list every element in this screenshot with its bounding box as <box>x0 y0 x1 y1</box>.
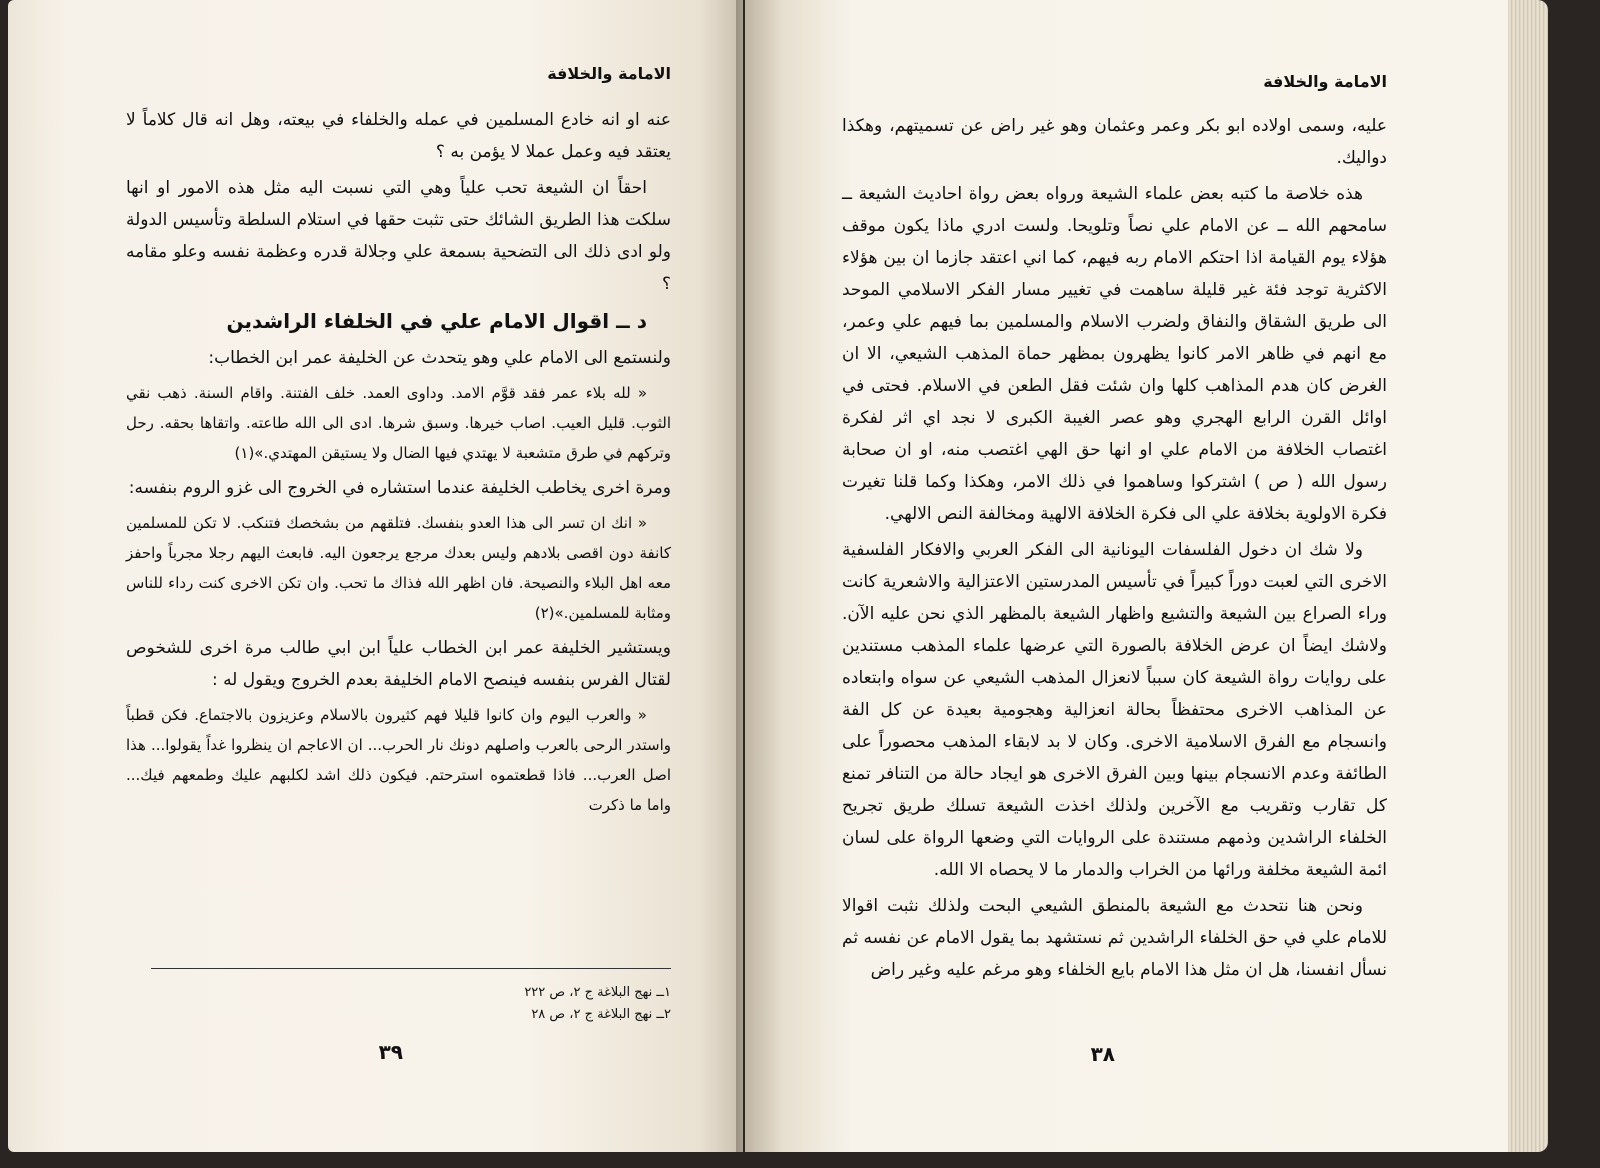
page-number-right: ٣٨ <box>1090 1042 1115 1066</box>
quote-intro: ومرة اخرى يخاطب الخليفة عندما استشاره في الخروج الى غزو الروم بنفسه: <box>128 478 671 498</box>
paragraph: عنه او انه خادع المسلمين في عمله والخلفاء في بيعته، وهل انه قال كلاماً لا يعتقد فيه وعمل عملا لا يؤمن به ؟ <box>126 110 671 162</box>
left-page-body <box>126 104 671 824</box>
paragraph: هذه خلاصة ما كتبه بعض علماء الشيعة ورواه بعض رواة احاديث الشيعة ــ سامحهم الله ــ عن الامام علي نصاً وتلويحا. ولست ادري ماذا يكون موقف هؤلاء يوم القيامة اذا احتكم الامام ربه فيهم، كما اني اعتقد جازما ان بين هؤلاء الاكثرية توجد فئة غير قليلة ساهمت في تغيير مسار الفكر الاسلامي الموحد الى طريق الشقاق والنفاق ولضرب الاسلام والمسلمين بما فيهم علي وعمر، مع انهم في ظاهر الامر كانوا يظهرون بمظهر حماة المذهب الشيعي، الا ان الغرض كان هدم المذاهب كلها وان شئت فقل الطعن في الاسلام. فحتى في اوائل القرن الرابع الهجري وهو عصر الغيبة الكبرى لا نجد اي اثر لفكرة اغتصاب الخلافة من الامام علي او انها حق الهي اغتصب منه، او ان صحابة رسول الله ( ص ) اشتركوا وساهموا في ذلك الامر، وهكذا وكما قلنا تغيرت فكرة الاولوية بخلافة علي الى فكرة الخلافة الالهية ومخالفة النص الالهي. <box>842 184 1387 524</box>
footnote: ١ــ نهج البلاغة ج ٢، ص ٢٢٢ <box>524 985 671 1000</box>
right-page-body <box>842 110 1387 990</box>
quote-block: « لله بلاء عمر فقد قوَّم الامد. وداوى العمد. خلف الفتنة. واقام السنة. ذهب نقي الثوب. قليل العيب. اصاب خيرها. وسبق شرها. ادى الى الله طاعته. واتقاها بحقه. رحل وتركهم في طرق متشعبة لا يهتدي فيها الضال ولا يستيقن المهتدي.»(١) <box>126 384 671 462</box>
quote-block: « انك ان تسر الى هذا العدو بنفسك. فتلقهم من بشخصك فتنكب. لا تكن للمسلمين كانفة دون اقصى بلادهم وليس بعدك مرجع يرجعون اليه. فابعث اليهم رجلا مجرباً واحفز معه اهل البلاء والنصيحة. فان اظهر الله فذاك ما تحب. وان تكن الاخرى كنت رداء للناس ومثابة للمسلمين.»(٢) <box>126 514 671 622</box>
footnotes <box>524 982 671 1026</box>
paragraph: احقاً ان الشيعة تحب علياً وهي التي نسبت اليه مثل هذه الامور او انها سلكت هذا الطريق الشائك حتى تثبت حقها في استلام السلطة وتأسيس الدولة ولو ادى ذلك الى التضحية بسمعة علي وجلالة قدره وعظمة نفسه وعلو مقامه ؟ <box>126 178 671 294</box>
paragraph: ونحن هنا نتحدث مع الشيعة بالمنطق الشيعي البحت ولذلك نثبت اقوالا للامام علي في حق الخلفاء الراشدين ثم نستشهد بما يقول الامام عن نفسه ثم نسأل انفسنا، هل ان مثل هذا الامام بايع الخلفاء وهو مرغم عليه وغير راض <box>842 896 1387 980</box>
running-head-left: الامامة والخلافة <box>547 64 671 83</box>
quote-block: « والعرب اليوم وان كانوا قليلا فهم كثيرون بالاسلام وعزيزون بالاجتماع. فكن قطباً واستدر الرحى بالعرب واصلهم دونك نار الحرب... ان الاعاجم ان ينظروا غداً يقولوا... هذا اصل العرب... فاذا قطعتموه استرحتم. فيكون ذلك اشد لكلبهم عليك وطمعهم فيك... واما ما ذكرت <box>126 706 671 814</box>
paragraph: عليه، وسمى اولاده ابو بكر وعمر وعثمان وهو غير راض عن تسميتهم، وهكذا دواليك. <box>842 116 1387 168</box>
quote-intro: ولنستمع الى الامام علي وهو يتحدث عن الخليفة عمر ابن الخطاب: <box>208 348 671 368</box>
footnote-separator <box>151 968 671 969</box>
page-number-left: ٣٩ <box>378 1040 403 1064</box>
quote-intro: ويستشير الخليفة عمر ابن الخطاب علياً ابن ابي طالب مرة اخرى للشخوص لقتال الفرس بنفسه فينصح الامام الخليفة بعدم الخروج ويقول له : <box>126 638 671 690</box>
paragraph: ولا شك ان دخول الفلسفات اليونانية الى الفكر العربي والافكار الفلسفية الاخرى التي لعبت دوراً كبيراً في تأسيس المدرستين الاعتزالية والاشعرية كانت وراء الصراع بين الشيعة والتشيع واظهار الشيعة بالمظهر الذي نحن عليه الآن. ولاشك ايضاً ان عرض الخلافة بالصورة التي عرضها علماء المذهب مستندين على روايات رواة الشيعة كان سبباً لانعزال المذهب الشيعي عن سواه وابتعاده عن المذاهب الاخرى محتفظاً بحالة انعزالية وهجومية بعيدة عن كل الفة وانسجام مع الفرق الاسلامية الاخرى. وكان لا بد لابقاء المذهب محصوراً على الطائفة وعدم الانسجام بينها وبين الفرق الاخرى هو ايجاد حالة من التنافر تمنع كل تقارب وتقريب مع الآخرين ولذلك اخذت الشيعة تسلك طريق تجريح الخلفاء الراشدين وذمهم مستندة على الروايات التي وضعها الرواة على لسان ائمة الشيعة مخلفة ورائها من الخراب والدمار ما لا يحصاه الا الله. <box>842 540 1387 880</box>
section-title: د ــ اقوال الامام علي في الخلفاء الراشدين <box>226 309 647 333</box>
right-page <box>745 0 1515 1152</box>
page-edges <box>1508 0 1548 1152</box>
left-page <box>8 0 743 1152</box>
running-head-right: الامامة والخلافة <box>1263 72 1387 91</box>
footnote: ٢ــ نهج البلاغة ج ٢، ص ٢٨ <box>531 1007 671 1022</box>
